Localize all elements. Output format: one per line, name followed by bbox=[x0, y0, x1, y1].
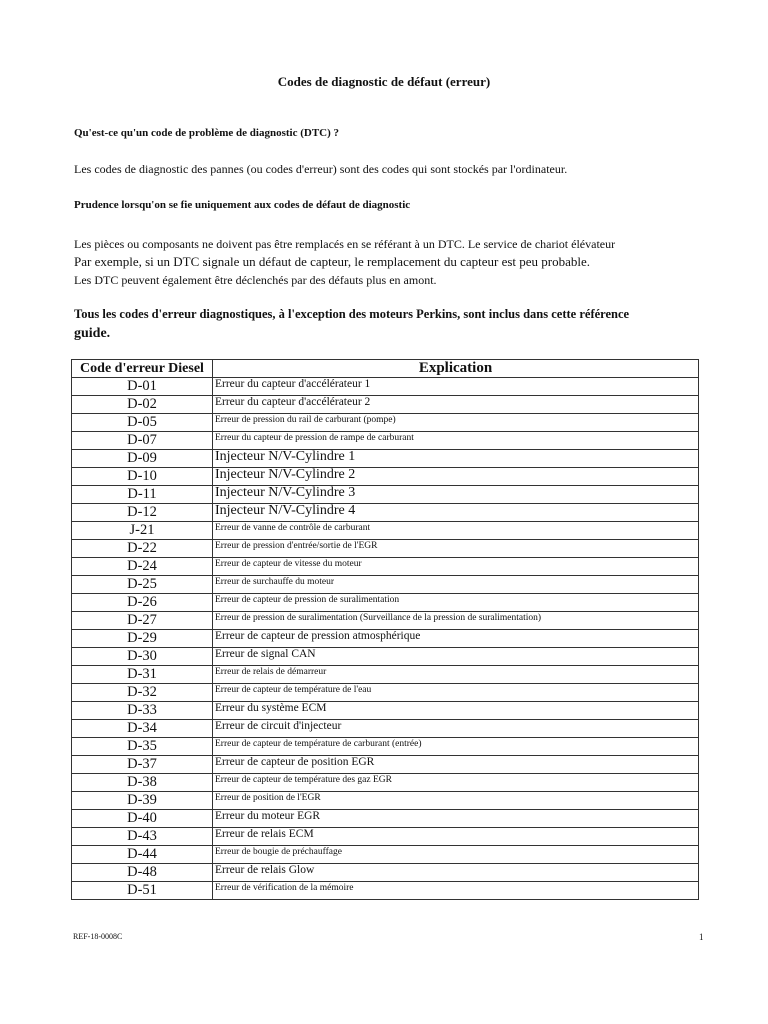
table-row bbox=[72, 702, 699, 720]
page-number: 1 bbox=[699, 932, 704, 942]
error-code-cell: D-07 bbox=[72, 432, 213, 450]
footer-reference: REF-18-0008C bbox=[73, 932, 123, 941]
error-code-cell: D-30 bbox=[72, 648, 213, 666]
table-row bbox=[72, 432, 699, 450]
table-row bbox=[72, 594, 699, 612]
paragraph-dtc-definition: Les codes de diagnostic des pannes (ou codes d'erreur) sont des codes qui sont stockés par l'ordinateur. bbox=[74, 162, 568, 176]
table-row bbox=[72, 504, 699, 522]
explanation-cell: Erreur du système ECM bbox=[213, 702, 699, 720]
explanation-cell: Erreur de circuit d'injecteur bbox=[213, 720, 699, 738]
explanation-cell: Injecteur N/V-Cylindre 2 bbox=[213, 468, 699, 486]
heading-prudence: Prudence lorsqu'on se fie uniquement aux codes de défaut de diagnostic bbox=[74, 199, 411, 211]
explanation-cell: Injecteur N/V-Cylindre 1 bbox=[213, 450, 699, 468]
table-row bbox=[72, 486, 699, 504]
table-row bbox=[72, 828, 699, 846]
error-code-cell: J-21 bbox=[72, 522, 213, 540]
error-code-cell: D-44 bbox=[72, 846, 213, 864]
scope-note-line-1: Tous les codes d'erreur diagnostiques, à l'exception des moteurs Perkins, sont inclus dans cette référence bbox=[74, 307, 630, 321]
error-code-cell: D-10 bbox=[72, 468, 213, 486]
table-row bbox=[72, 864, 699, 882]
explanation-cell: Erreur de capteur de température de l'eau bbox=[213, 684, 699, 702]
table-row bbox=[72, 630, 699, 648]
column-header-code: Code d'erreur Diesel bbox=[72, 360, 213, 378]
error-code-cell: D-02 bbox=[72, 396, 213, 414]
explanation-cell: Erreur de pression du rail de carburant (pompe) bbox=[213, 414, 699, 432]
explanation-cell: Erreur de pression de suralimentation (Surveillance de la pression de suralimentation) bbox=[213, 612, 699, 630]
explanation-cell: Erreur de capteur de pression de suralimentation bbox=[213, 594, 699, 612]
explanation-cell: Injecteur N/V-Cylindre 3 bbox=[213, 486, 699, 504]
heading-what-is-dtc: Qu'est-ce qu'un code de problème de diagnostic (DTC) ? bbox=[74, 127, 340, 139]
explanation-cell: Erreur de capteur de température des gaz EGR bbox=[213, 774, 699, 792]
error-code-cell: D-05 bbox=[72, 414, 213, 432]
paragraph-prudence-line-1: Les pièces ou composants ne doivent pas être remplacés en se référant à un DTC. Le service de chariot élévateur bbox=[74, 237, 616, 251]
table-row bbox=[72, 414, 699, 432]
error-code-cell: D-35 bbox=[72, 738, 213, 756]
error-code-cell: D-09 bbox=[72, 450, 213, 468]
explanation-cell: Erreur de vanne de contrôle de carburant bbox=[213, 522, 699, 540]
error-code-cell: D-39 bbox=[72, 792, 213, 810]
explanation-cell: Erreur de capteur de pression atmosphérique bbox=[213, 630, 699, 648]
error-code-cell: D-48 bbox=[72, 864, 213, 882]
explanation-cell: Erreur de bougie de préchauffage bbox=[213, 846, 699, 864]
table-row bbox=[72, 540, 699, 558]
error-code-cell: D-33 bbox=[72, 702, 213, 720]
explanation-cell: Erreur de vérification de la mémoire bbox=[213, 882, 699, 900]
error-code-cell: D-01 bbox=[72, 378, 213, 396]
error-code-cell: D-51 bbox=[72, 882, 213, 900]
table-row bbox=[72, 648, 699, 666]
error-code-cell: D-27 bbox=[72, 612, 213, 630]
explanation-cell: Erreur du capteur d'accélérateur 2 bbox=[213, 396, 699, 414]
table-header-row bbox=[72, 360, 699, 378]
error-code-cell: D-25 bbox=[72, 576, 213, 594]
scope-note bbox=[74, 304, 629, 344]
table-row bbox=[72, 612, 699, 630]
table-row bbox=[72, 558, 699, 576]
error-code-cell: D-34 bbox=[72, 720, 213, 738]
error-code-cell: D-12 bbox=[72, 504, 213, 522]
paragraph-prudence-line-3: Les DTC peuvent également être déclenchés par des défauts plus en amont. bbox=[74, 273, 437, 287]
error-code-cell: D-40 bbox=[72, 810, 213, 828]
table-row bbox=[72, 756, 699, 774]
error-code-cell: D-38 bbox=[72, 774, 213, 792]
table-row bbox=[72, 522, 699, 540]
table-row bbox=[72, 846, 699, 864]
error-code-cell: D-31 bbox=[72, 666, 213, 684]
explanation-cell: Erreur de relais ECM bbox=[213, 828, 699, 846]
table-row bbox=[72, 792, 699, 810]
table-row bbox=[72, 450, 699, 468]
table-row bbox=[72, 774, 699, 792]
table-row bbox=[72, 378, 699, 396]
error-code-cell: D-22 bbox=[72, 540, 213, 558]
table-row bbox=[72, 468, 699, 486]
error-code-cell: D-37 bbox=[72, 756, 213, 774]
explanation-cell: Erreur de capteur de vitesse du moteur bbox=[213, 558, 699, 576]
error-code-cell: D-29 bbox=[72, 630, 213, 648]
explanation-cell: Erreur de signal CAN bbox=[213, 648, 699, 666]
error-code-cell: D-43 bbox=[72, 828, 213, 846]
explanation-cell: Erreur du moteur EGR bbox=[213, 810, 699, 828]
paragraph-prudence-line-2: Par exemple, si un DTC signale un défaut de capteur, le remplacement du capteur est peu probable. bbox=[74, 254, 591, 269]
page-title: Codes de diagnostic de défaut (erreur) bbox=[277, 74, 491, 89]
explanation-cell: Erreur de capteur de température de carburant (entrée) bbox=[213, 738, 699, 756]
explanation-cell: Erreur du capteur d'accélérateur 1 bbox=[213, 378, 699, 396]
explanation-cell: Erreur de relais Glow bbox=[213, 864, 699, 882]
table-row bbox=[72, 720, 699, 738]
explanation-cell: Erreur du capteur de pression de rampe de carburant bbox=[213, 432, 699, 450]
error-code-cell: D-32 bbox=[72, 684, 213, 702]
table-row bbox=[72, 684, 699, 702]
table-row bbox=[72, 810, 699, 828]
explanation-cell: Erreur de capteur de position EGR bbox=[213, 756, 699, 774]
dtc-table bbox=[71, 359, 699, 900]
table-row bbox=[72, 666, 699, 684]
explanation-cell: Erreur de relais de démarreur bbox=[213, 666, 699, 684]
error-code-cell: D-11 bbox=[72, 486, 213, 504]
table-row bbox=[72, 396, 699, 414]
error-code-cell: D-26 bbox=[72, 594, 213, 612]
explanation-cell: Erreur de pression d'entrée/sortie de l'EGR bbox=[213, 540, 699, 558]
table-row bbox=[72, 576, 699, 594]
table-row bbox=[72, 882, 699, 900]
error-code-cell: D-24 bbox=[72, 558, 213, 576]
scope-note-line-2: guide. bbox=[74, 326, 111, 341]
table-row bbox=[72, 738, 699, 756]
table-body bbox=[72, 378, 699, 900]
explanation-cell: Erreur de position de l'EGR bbox=[213, 792, 699, 810]
explanation-cell: Injecteur N/V-Cylindre 4 bbox=[213, 504, 699, 522]
explanation-cell: Erreur de surchauffe du moteur bbox=[213, 576, 699, 594]
column-header-explanation: Explication bbox=[213, 360, 699, 378]
paragraph-prudence bbox=[74, 235, 615, 289]
